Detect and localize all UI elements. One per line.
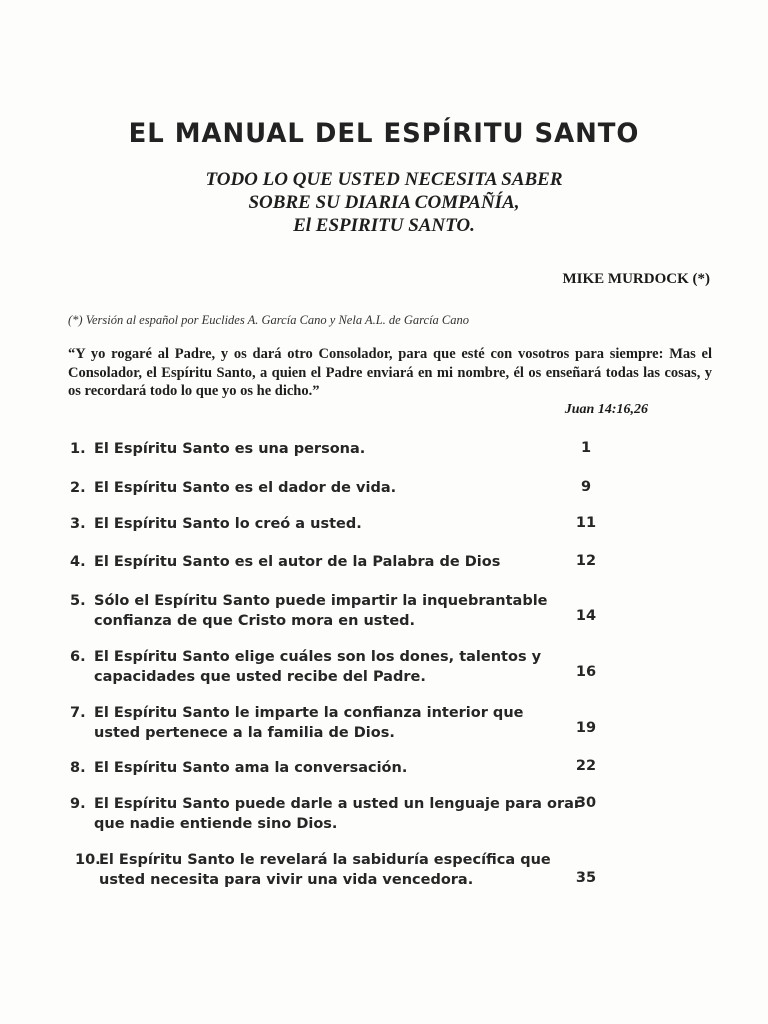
subtitle-line: El ESPIRITU SANTO. bbox=[293, 215, 475, 236]
scripture-quote: “Y yo rogaré al Padre, y os dará otro Consolador, para que esté con vosotros para siempre: Mas el Consolador, el Espíritu Santo, a quien el Padre enviará en mi nombre, él os enseñará todas las cosas, y os recordará todo lo que yo os he dicho.” bbox=[68, 346, 712, 399]
toc-item-text bbox=[94, 648, 594, 687]
toc-page-number: 11 bbox=[575, 515, 597, 531]
toc-item-text bbox=[94, 759, 594, 779]
translation-note: (*) Versión al español por Euclides A. García Cano y Nela A.L. de García Cano bbox=[68, 313, 470, 327]
toc-item-number: 10. bbox=[75, 852, 101, 868]
toc-item-line: El Espíritu Santo es el dador de vida. bbox=[94, 480, 397, 496]
toc-item-number: 6. bbox=[70, 649, 86, 665]
toc-page-number: 19 bbox=[575, 720, 597, 736]
toc-item-text bbox=[94, 553, 594, 573]
toc-item-text bbox=[94, 479, 594, 499]
toc-item-number: 2. bbox=[70, 480, 86, 496]
toc-item-line: que nadie entiende sino Dios. bbox=[94, 815, 338, 832]
toc-item-number: 9. bbox=[70, 796, 86, 812]
toc-item-line: El Espíritu Santo es una persona. bbox=[94, 441, 366, 457]
toc-item-number: 7. bbox=[70, 705, 86, 721]
scripture-reference: Juan 14:16,26 bbox=[564, 402, 648, 417]
subtitle-line: TODO LO QUE USTED NECESITA SABER bbox=[205, 169, 563, 190]
toc-item-line: El Espíritu Santo ama la conversación. bbox=[94, 760, 408, 776]
toc-item-number: 4. bbox=[70, 554, 86, 570]
toc-page-number: 16 bbox=[575, 664, 597, 680]
toc-page-number: 14 bbox=[575, 608, 597, 624]
toc-item-text bbox=[94, 704, 594, 743]
toc-item-number: 8. bbox=[70, 760, 86, 776]
toc-item-text bbox=[94, 795, 594, 834]
toc-page-number: 1 bbox=[580, 440, 592, 456]
toc-item-line: usted necesita para vivir una vida vencedora. bbox=[99, 871, 474, 888]
toc-page-number: 9 bbox=[580, 479, 592, 495]
toc-item-line: El Espíritu Santo lo creó a usted. bbox=[94, 516, 362, 532]
toc-page-number: 22 bbox=[575, 758, 597, 774]
toc-item-line: El Espíritu Santo es el autor de la Palabra de Dios bbox=[94, 554, 501, 570]
toc-item-number: 5. bbox=[70, 593, 86, 609]
page-title: EL MANUAL DEL ESPÍRITU SANTO bbox=[128, 118, 640, 149]
toc-page-number: 12 bbox=[575, 553, 597, 569]
toc-item-line: El Espíritu Santo puede darle a usted un lenguaje para orar bbox=[94, 796, 582, 812]
subtitle-line: SOBRE SU DIARIA COMPAÑÍA, bbox=[248, 192, 520, 213]
toc-item-text bbox=[99, 851, 599, 890]
toc-item-line: usted pertenece a la familia de Dios. bbox=[94, 724, 395, 741]
toc-item-text bbox=[94, 440, 594, 460]
toc-item-line: capacidades que usted recibe del Padre. bbox=[94, 668, 426, 685]
toc-item-line: El Espíritu Santo elige cuáles son los dones, talentos y bbox=[94, 649, 542, 665]
toc-item-line: Sólo el Espíritu Santo puede impartir la inquebrantable bbox=[94, 593, 548, 609]
author: MIKE MURDOCK (*) bbox=[562, 271, 710, 287]
toc-page-number: 35 bbox=[575, 870, 597, 886]
toc-item-text bbox=[94, 592, 594, 631]
toc-item-line: confianza de que Cristo mora en usted. bbox=[94, 612, 416, 629]
toc-item-number: 1. bbox=[70, 441, 86, 457]
toc-item-number: 3. bbox=[70, 516, 86, 532]
toc-page-number: 30 bbox=[575, 795, 597, 811]
toc-item-text bbox=[94, 515, 594, 535]
toc-item-line: El Espíritu Santo le revelará la sabiduría específica que bbox=[99, 852, 551, 868]
toc-item-line: El Espíritu Santo le imparte la confianza interior que bbox=[94, 705, 524, 721]
